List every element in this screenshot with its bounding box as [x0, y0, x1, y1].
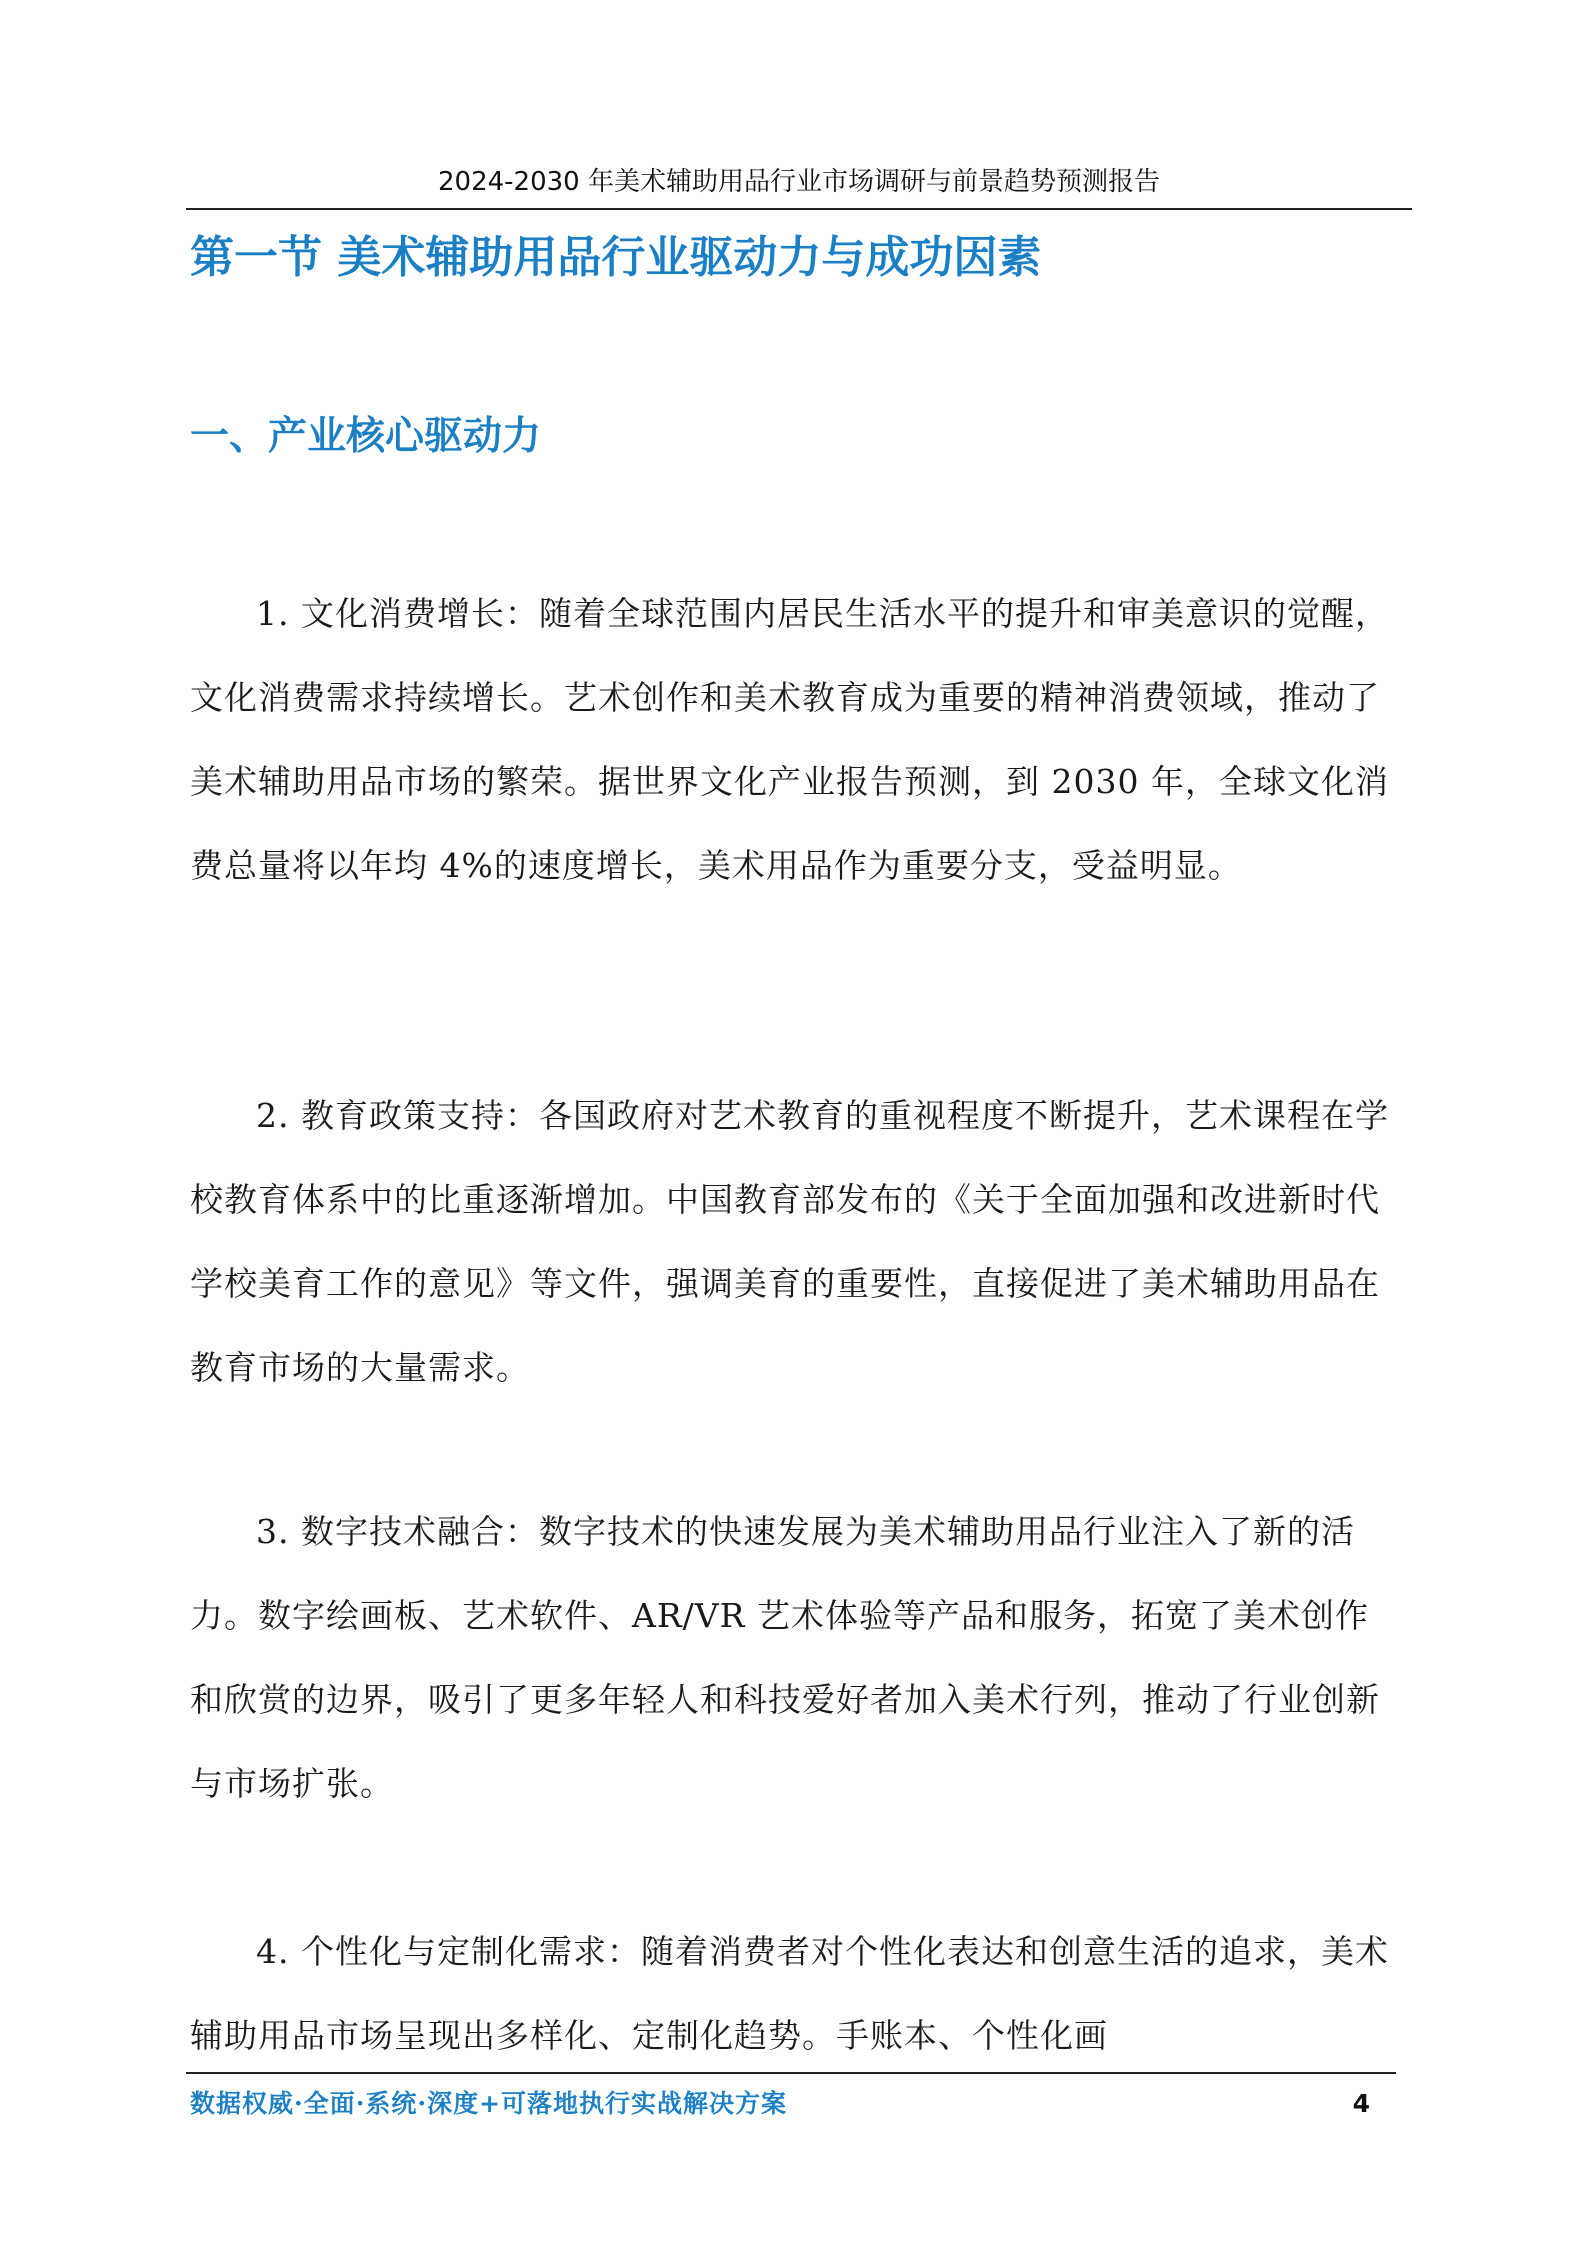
paragraph-personalization: 4. 个性化与定制化需求：随着消费者对个性化表达和创意生活的追求，美术辅助用品市场呈现出多样化、定制化趋势。手账本、个性化画 [190, 1932, 1389, 2055]
paragraph-digital-technology: 3. 数字技术融合：数字技术的快速发展为美术辅助用品行业注入了新的活力。数字绘画板、艺术软件、AR/VR 艺术体验等产品和服务，拓宽了美术创作和欣赏的边界，吸引了更多年轻人和科技爱好者加入美术行列，推动了行业创新与市场扩张。 [190, 1512, 1380, 1803]
paragraph-education-policy: 2. 教育政策支持：各国政府对艺术教育的重视程度不断提升，艺术课程在学校教育体系中的比重逐渐增加。中国教育部发布的《关于全面加强和改进新时代学校美育工作的意见》等文件，强调美育的重要性，直接促进了美术辅助用品在教育市场的大量需求。 [190, 1096, 1389, 1387]
footer-divider [186, 2072, 1396, 2074]
paragraph-culture-consumption: 1. 文化消费增长：随着全球范围内居民生活水平的提升和审美意识的觉醒，文化消费需求持续增长。艺术创作和美术教育成为重要的精神消费领域，推动了美术辅助用品市场的繁荣。据世界文化产业报告预测，到 2030 年，全球文化消费总量将以年均 4%的速度增长，美术用品作为重要分支，受益明显。 [190, 594, 1389, 885]
subsection-title: 一、产业核心驱动力 [190, 414, 542, 459]
section-title: 第一节 美术辅助用品行业驱动力与成功因素 [190, 232, 1042, 283]
footer-slogan: 数据权威·全面·系统·深度+可落地执行实战解决方案 [190, 2089, 788, 2118]
page-number: 4 [1352, 2089, 1370, 2118]
running-header-title: 2024-2030 年美术辅助用品行业市场调研与前景趋势预测报告 [438, 167, 1160, 197]
header-divider [186, 208, 1412, 210]
